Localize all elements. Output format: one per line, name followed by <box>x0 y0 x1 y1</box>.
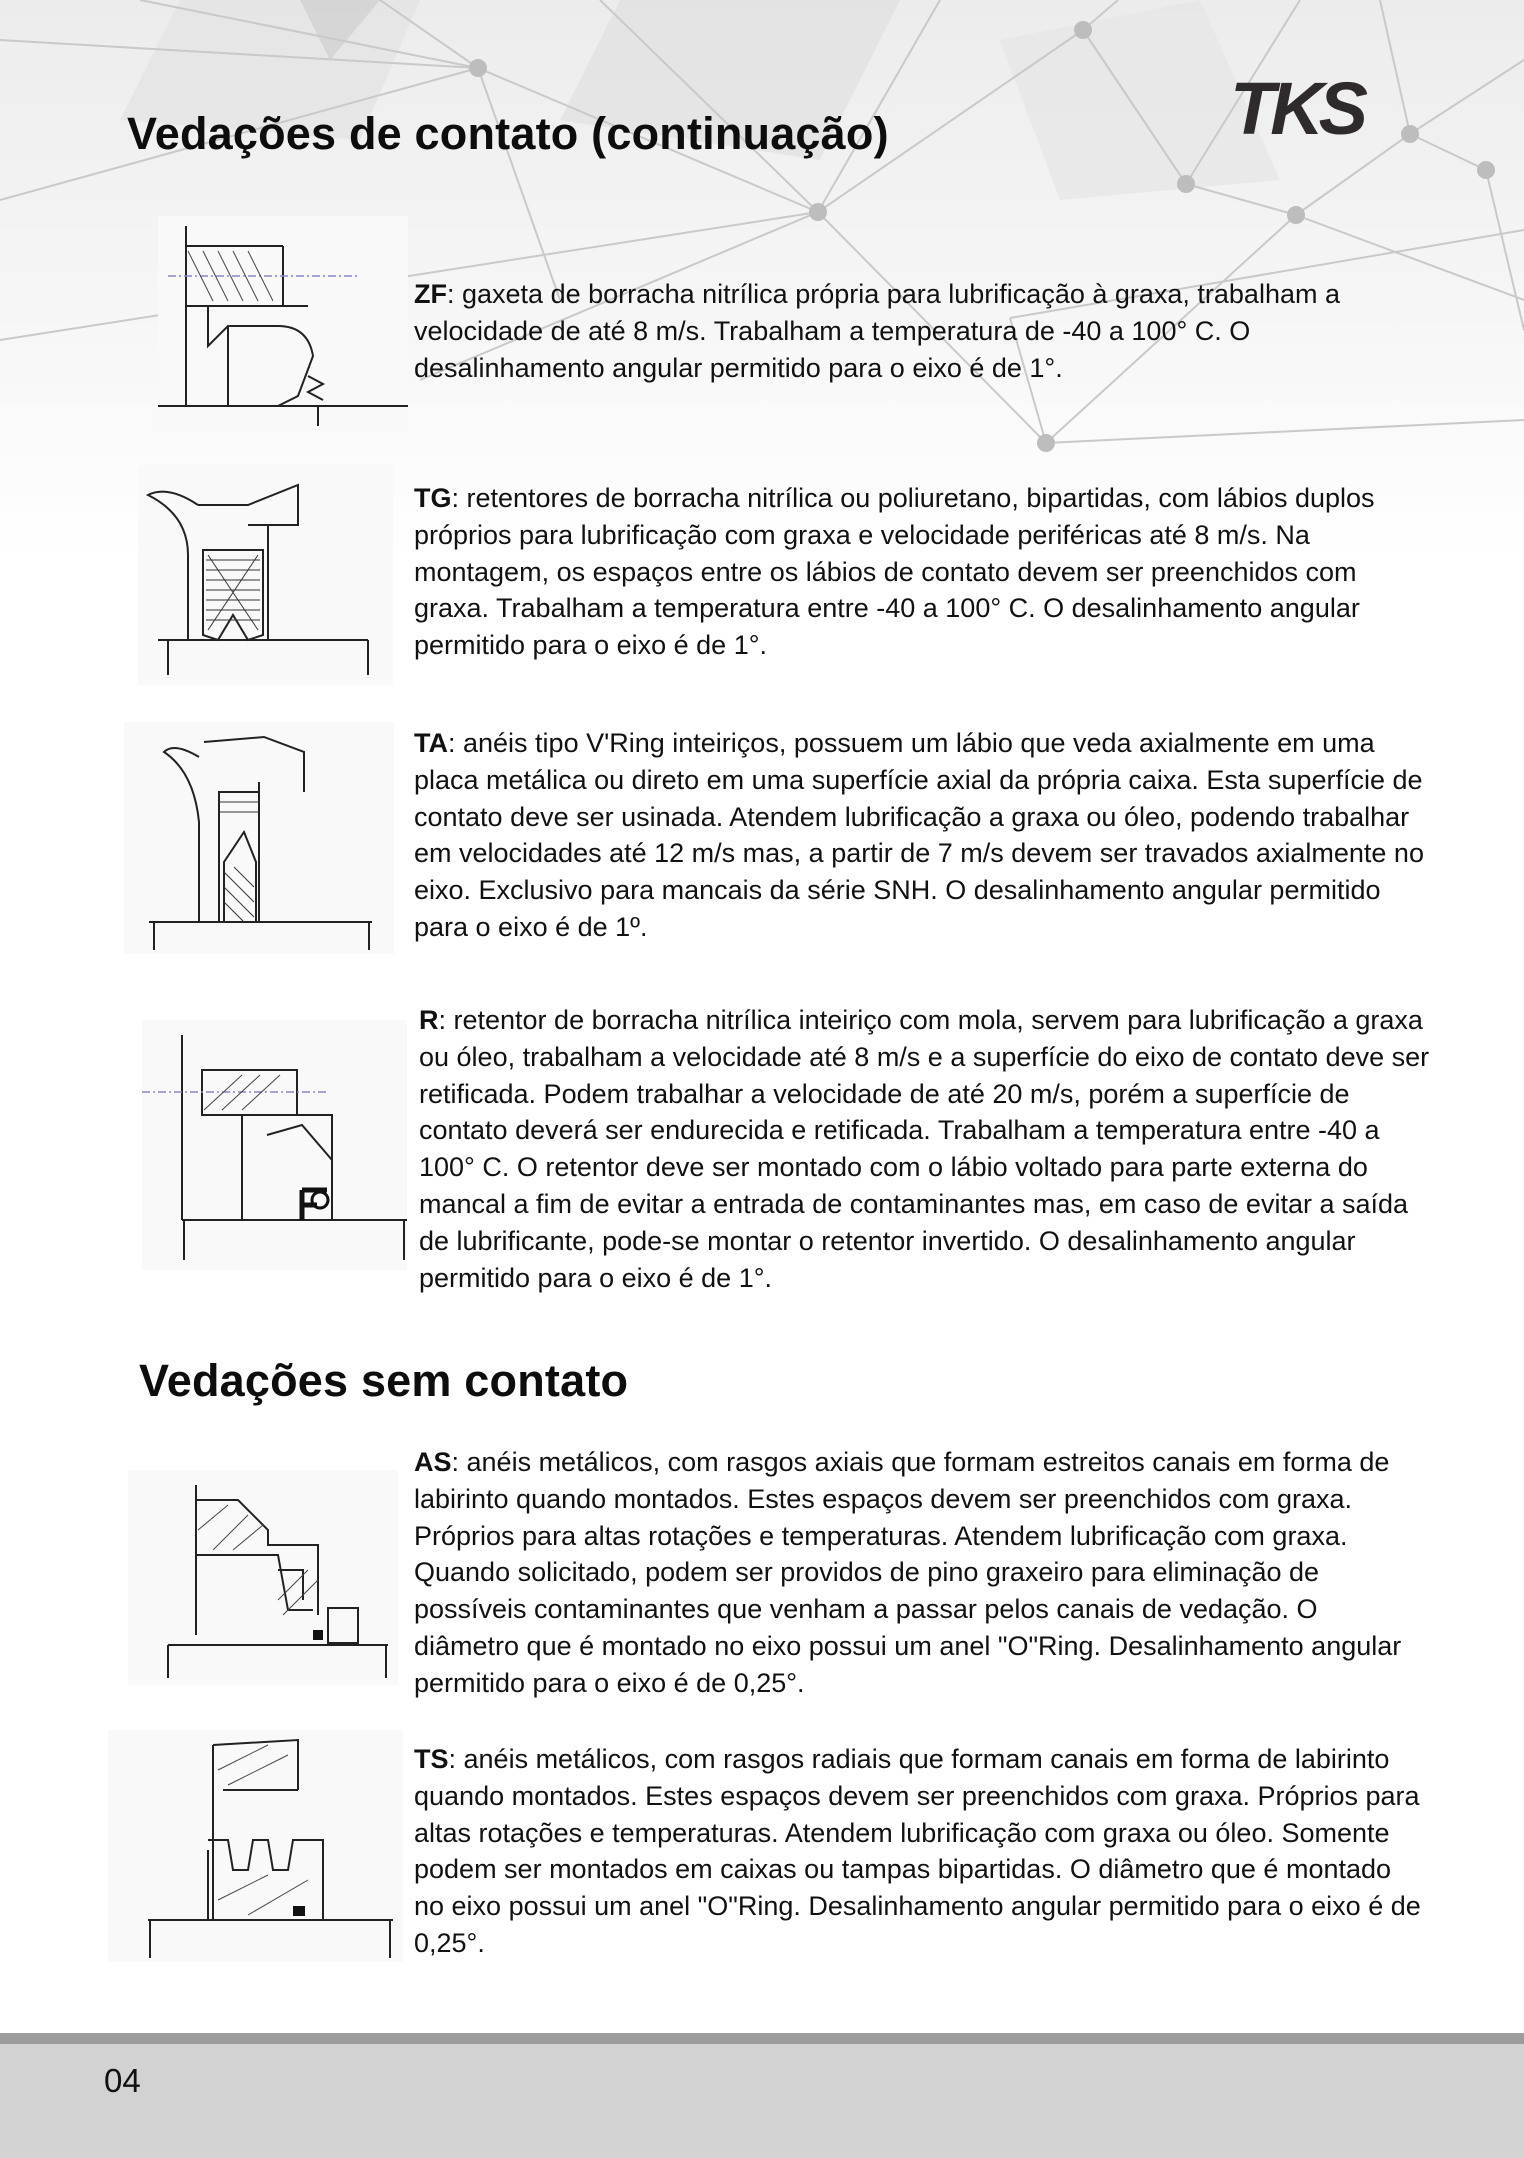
seal-text: : retentor de borracha nitrílica inteiriço com mola, servem para lubrificação a graxa ou óleo, trabalham a velocidade até 8 m/s e a superfície do eixo de contato deve ser retificada. Podem trabalhar a velocidade de até 20 m/s, porém a superfície de contato deverá ser endurecida e retificada. Trabalham a temperatura entre -40 a 100° C. O retentor deve ser montado com o lábio voltado para parte externa do mancal a fim de evitar a entrada de contaminantes mas, em caso de evitar a saída de lubrificante, pode-se montar o retentor invertido. O desalinhamento angular permitido para o eixo é de 1°. <box>419 1005 1430 1293</box>
tg-seal-drawing-icon <box>138 465 393 685</box>
seal-text: : retentores de borracha nitrílica ou poliuretano, bipartidas, com lábios duplos próprios para lubrificação com graxa e velocidade periféricas até 8 m/s. Na montagem, os espaços entre os lábios de contato devem ser preenchidos com graxa. Trabalham a temperatura entre -40 a 100° C. O desalinhamento angular permitido para o eixo é de 1°. <box>414 483 1375 661</box>
seal-code: AS <box>414 1447 452 1477</box>
seal-text: : anéis tipo V'Ring inteiriços, possuem um lábio que veda axialmente em uma placa metálica ou direto em uma superfície axial da própria caixa. Esta superfície de contato deve ser usinada. Atendem lubrificação a graxa ou óleo, podendo trabalhar em velocidades até 12 m/s mas, a partir de 7 m/s devem ser travados axialmente no eixo. Exclusivo para mancais da série SNH. O desalinhamento angular permitido para o eixo é de 1º. <box>414 728 1424 942</box>
page-number: 04 <box>104 2062 141 2099</box>
as-seal-drawing-icon <box>128 1470 398 1685</box>
seal-code: ZF <box>414 279 447 309</box>
zf-seal-drawing-icon <box>158 216 408 431</box>
seal-code: TS <box>414 1744 449 1774</box>
r-seal-drawing-icon <box>142 1020 407 1270</box>
ta-description <box>414 725 1424 946</box>
seal-code: TG <box>414 483 452 513</box>
seal-text: : anéis metálicos, com rasgos axiais que formam estreitos canais em forma de labirinto quando montados. Estes espaços devem ser preenchidos com graxa. Próprios para altas rotações e temperaturas. Atendem lubrificação com graxa. Quando solicitado, podem ser providos de pino graxeiro para eliminação de possíveis contaminantes que venham a passar pelos canais de vedação. O diâmetro que é montado no eixo possui um anel "O"Ring. Desalinhamento angular permitido para o eixo é de 0,25°. <box>414 1447 1402 1698</box>
seal-text: : anéis metálicos, com rasgos radiais que formam canais em forma de labirinto quando montados. Estes espaços devem ser preenchidos com graxa. Próprios para altas rotações e temperaturas. Atendem lubrificação com graxa ou óleo. Somente podem ser montados em caixas ou tampas bipartidas. O diâmetro que é montado no eixo possui um anel "O"Ring. Desalinhamento angular permitido para o eixo é de 0,25°. <box>414 1744 1421 1958</box>
footer-bar <box>0 2044 1524 2158</box>
as-description <box>414 1444 1424 1702</box>
tg-description <box>414 480 1424 664</box>
section-title-contact: Vedações de contato (continuação) <box>127 108 889 159</box>
brand-logo-text: TKS <box>1230 72 1363 150</box>
seal-text: : gaxeta de borracha nitrílica própria para lubrificação à graxa, trabalham a velocidade de até 8 m/s. Trabalham a temperatura de -40 a 100° C. O desalinhamento angular permitido para o eixo é de 1°. <box>414 279 1340 383</box>
r-description <box>419 1002 1439 1296</box>
ts-description <box>414 1741 1424 1962</box>
section-title-non-contact: Vedações sem contato <box>139 1355 629 1406</box>
brand-logo <box>1230 72 1390 150</box>
seal-code: R <box>419 1005 439 1035</box>
seal-code: TA <box>414 728 448 758</box>
zf-description <box>414 276 1424 386</box>
ta-seal-drawing-icon <box>124 722 394 954</box>
ts-seal-drawing-icon <box>108 1730 403 1962</box>
footer-divider <box>0 2033 1524 2044</box>
